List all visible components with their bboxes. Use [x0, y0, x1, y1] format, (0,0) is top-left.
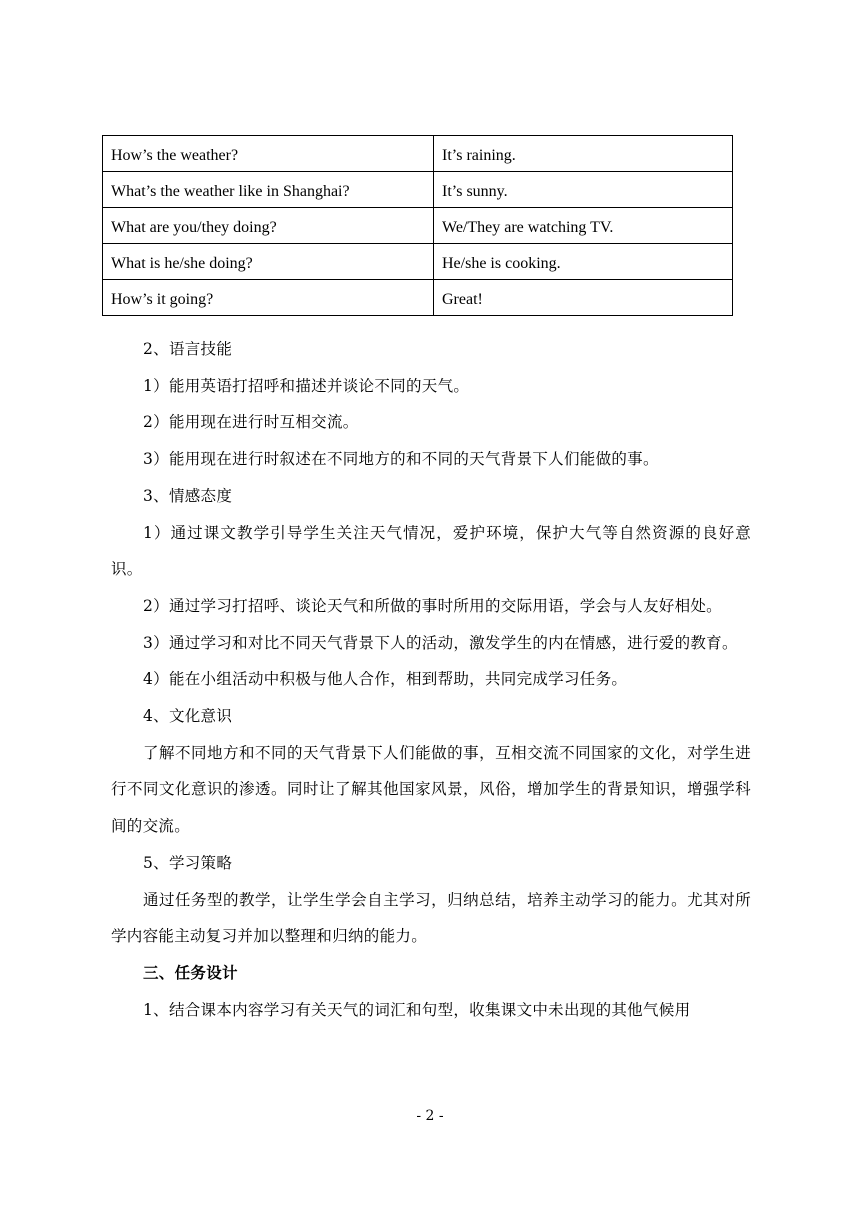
- table-row: [103, 280, 733, 316]
- section-heading-language-skills: 2、语言技能: [143, 340, 233, 358]
- body-text: [111, 331, 751, 1028]
- question-cell: What are you/they doing?: [103, 208, 434, 244]
- question-cell: How’s it going?: [103, 280, 434, 316]
- paragraph: 1）能用英语打招呼和描述并谈论不同的天气。: [143, 376, 470, 395]
- paragraph: 了解不同地方和不同的天气背景下人们能做的事，互相交流不同国家的文化，对学生进行不同文化意识的渗透。同时让了解其他国家风景，风俗，增加学生的背景知识，增强学科间的交流。: [111, 743, 751, 836]
- question-cell: What’s the weather like in Shanghai?: [103, 172, 434, 208]
- answer-cell: It’s raining.: [434, 136, 733, 172]
- paragraph: 4）能在小组活动中积极与他人合作，相到帮助，共同完成学习任务。: [143, 670, 628, 689]
- answer-cell: It’s sunny.: [434, 172, 733, 208]
- answer-cell: Great!: [434, 280, 733, 316]
- table-row: [103, 172, 733, 208]
- section-heading-emotional-attitude: 3、情感态度: [143, 486, 233, 505]
- answer-cell: We/They are watching TV.: [434, 208, 733, 244]
- paragraph: 2）能用现在进行时互相交流。: [143, 413, 359, 432]
- section-heading-learning-strategies: 5、学习策略: [143, 853, 233, 872]
- table-row: [103, 136, 733, 172]
- paragraph: 1）通过课文教学引导学生关注天气情况，爱护环境，保护大气等自然资源的良好意识。: [111, 523, 751, 579]
- question-cell: What is he/she doing?: [103, 244, 434, 280]
- table-row: [103, 208, 733, 244]
- answer-cell: He/she is cooking.: [434, 244, 733, 280]
- page-number: - 2 -: [416, 1108, 444, 1124]
- weather-dialogue-table: [102, 135, 733, 316]
- question-cell: How’s the weather?: [103, 136, 434, 172]
- section-heading-task-design: 三、任务设计: [143, 962, 238, 982]
- paragraph: 通过任务型的教学，让学生学会自主学习，归纳总结，培养主动学习的能力。尤其对所学内容能主动复习并加以整理和归纳的能力。: [111, 890, 751, 946]
- table-row: [103, 244, 733, 280]
- paragraph: 3）通过学习和对比不同天气背景下人的活动，激发学生的内在情感，进行爱的教育。: [143, 633, 738, 652]
- paragraph: 2）通过学习打招呼、谈论天气和所做的事时所用的交际用语，学会与人友好相处。: [143, 596, 722, 615]
- section-heading-cultural-awareness: 4、文化意识: [143, 707, 233, 726]
- paragraph: 1、结合课本内容学习有关天气的词汇和句型，收集课文中未出现的其他气候用: [143, 1000, 691, 1019]
- paragraph: 3）能用现在进行时叙述在不同地方的和不同的天气背景下人们能做的事。: [143, 450, 659, 469]
